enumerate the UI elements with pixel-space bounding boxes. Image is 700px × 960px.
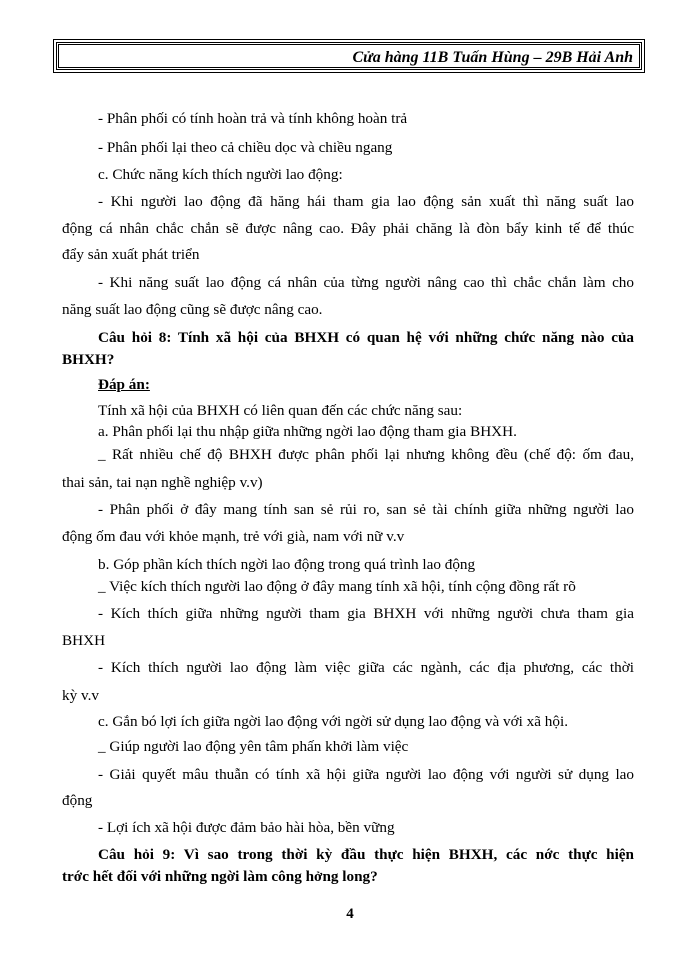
text-line: _ Việc kích thích người lao động ở đây mang tính xã hội, tính cộng đồng rất rõ xyxy=(98,578,576,595)
text-line: - Kích thích người lao động làm việc giữa các ngành, các địa phương, các thời xyxy=(98,659,634,676)
answer-label: Đáp án: xyxy=(98,376,150,393)
text-line: thai sản, tai nạn nghề nghiệp v.v) xyxy=(62,474,263,491)
text-line: c. Gắn bó lợi ích giữa ngời lao động với ngời sử dụng lao động và với xã hội. xyxy=(98,713,568,730)
text-line: a. Phân phối lại thu nhập giữa những ngời lao động tham gia BHXH. xyxy=(98,423,517,440)
text-line: kỳ v.v xyxy=(62,687,99,704)
text-line: động cá nhân chắc chắn sẽ được nâng cao. Đây phải chăng là đòn bẩy kinh tế để thúc xyxy=(62,220,634,237)
text-line: _ Giúp người lao động yên tâm phấn khởi làm việc xyxy=(98,738,409,755)
text-line: b. Góp phần kích thích ngời lao động trong quá trình lao động xyxy=(98,556,476,573)
text-line: - Phân phối ở đây mang tính san sẻ rủi ro, san sẻ tài chính giữa những người lao xyxy=(98,501,634,518)
question-8-title-cont: BHXH? xyxy=(62,351,115,368)
question-8-title: Câu hỏi 8: Tính xã hội của BHXH có quan hệ với những chức năng nào của xyxy=(98,329,634,346)
text-line: - Khi năng suất lao động cá nhân của từng người nâng cao thì chắc chắn làm cho xyxy=(98,274,634,291)
text-line: - Giải quyết mâu thuẫn có tính xã hội giữa người lao động với người sử dụng lao xyxy=(98,766,634,783)
header-title: Cửa hàng 11B Tuấn Hùng – 29B Hải Anh xyxy=(352,49,633,66)
header-box xyxy=(56,42,642,70)
text-line: - Phân phối có tính hoàn trả và tính không hoàn trả xyxy=(98,110,408,127)
text-line: _ Rất nhiều chế độ BHXH được phân phối lại nhưng không đều (chế độ: ốm đau, xyxy=(98,446,634,463)
text-line: - Phân phối lại theo cả chiều dọc và chiều ngang xyxy=(98,139,393,156)
text-line: động xyxy=(62,792,93,809)
page-number: 4 xyxy=(346,906,354,922)
text-line: đẩy sản xuất phát triển xyxy=(62,246,200,263)
text-line: năng suất lao động cũng sẽ được nâng cao. xyxy=(62,301,323,318)
text-line: - Lợi ích xã hội được đảm bảo hài hòa, bền vững xyxy=(98,819,395,836)
question-9-title-cont: trớc hết đối với những ngời làm công hởng long? xyxy=(62,868,378,885)
text-line: động ốm đau với khỏe mạnh, trẻ với già, nam với nữ v.v xyxy=(62,528,405,545)
text-line: c. Chức năng kích thích người lao động: xyxy=(98,166,343,183)
text-line: - Khi người lao động đã hăng hái tham gia lao động sản xuất thì năng suất lao xyxy=(98,193,634,210)
text-line: - Kích thích giữa những người tham gia BHXH với những người chưa tham gia xyxy=(98,605,634,622)
question-9-title: Câu hỏi 9: Vì sao trong thời kỳ đầu thực hiện BHXH, các nớc thực hiện xyxy=(98,846,634,863)
text-line: BHXH xyxy=(62,632,106,649)
text-line: Tính xã hội của BHXH có liên quan đến các chức năng sau: xyxy=(98,402,463,419)
